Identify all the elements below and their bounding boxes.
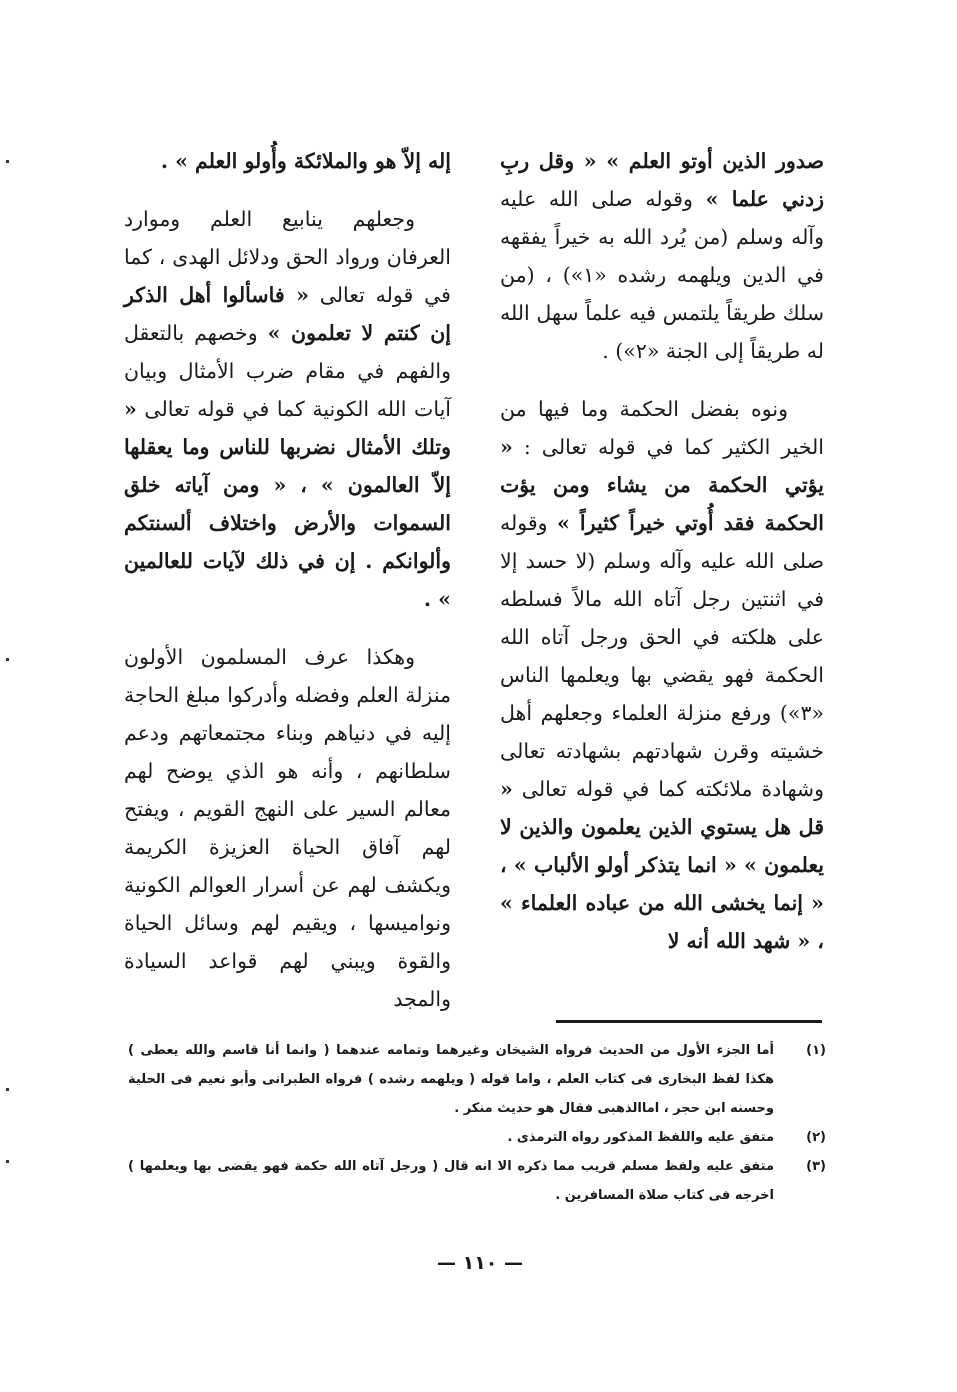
body-text: وقوله صلى الله عليه وآله وسلم (لا حسد إلا في اثنتين رجل آتاه الله مالاً فسلطه على هلكته في الحق ورجل آتاه الله الحكمة فهو يقضي بها ويعلمها الناس «٣») ورفع منزلة العلماء وجعلهم أهل خشيته وقرن شهادتهم بشهادته تعالى وشهادة ملائكته كما في قوله تعالى <box>500 511 824 801</box>
body-text: ونوه بفضل الحكمة وما فيها من الخير الكثير كما في قوله تعالى : <box>500 397 824 459</box>
footnote-number: (٣) <box>806 1159 826 1174</box>
scan-edge-mark <box>6 1160 9 1163</box>
right-text-column <box>500 142 824 960</box>
scan-edge-mark <box>6 1088 9 1091</box>
page-number: — ١١٠ — <box>436 1252 524 1274</box>
body-text: وجعلهم ينابيع العلم وموارد العرفان ورواد الحق ودلائل الهدى ، كما في قوله تعالى <box>124 207 451 307</box>
body-paragraph <box>124 142 451 180</box>
quran-quote: إله إلاّ هو والملائكة وأُولو العلم » . <box>160 149 451 173</box>
footnote-number: (١) <box>806 1043 826 1058</box>
body-paragraph <box>124 200 451 618</box>
body-text: وقوله صلى الله عليه وآله وسلم (من يُرد الله به خيراً يفقهه في الدين ويلهمه رشده «١») ، (من سلك طريقاً يلتمس فيه علماً سهل الله له طريقاً إلى الجنة «٢») . <box>500 187 824 363</box>
footnote-separator <box>556 1020 822 1023</box>
footnote-number: (٢) <box>806 1130 826 1145</box>
footnote-1 <box>128 1036 826 1123</box>
quran-quote: « يؤتي الحكمة من يشاء ومن يؤت الحكمة فقد أُوتي خيراً كثيراً » <box>500 435 825 535</box>
footnote-2 <box>128 1123 826 1152</box>
body-paragraph <box>500 390 824 960</box>
body-text: وهكذا عرف المسلمون الأولون منزلة العلم وفضله وأدركوا مبلغ الحاجة إليه في دنياهم وبناء مجتمعاتهم ودعم سلطانهم ، وأنه هو الذي يوضح لهم معالم السير على النهج القويم ، ويفتح لهم آفاق الحياة العزيزة الكريمة ويكشف لهم عن أسرار العوالم الكونية ونواميسها ، ويقيم لهم وسائل الحياة والقوة ويبني لهم قواعد السيادة والمجد <box>124 645 451 1011</box>
body-paragraph <box>124 638 451 1018</box>
scan-edge-mark <box>6 160 9 163</box>
body-paragraph <box>500 142 824 370</box>
body-text: وخصهم بالتعقل والفهم في مقام ضرب الأمثال وبيان آيات الله الكونية كما في قوله تعالى <box>124 321 451 421</box>
footnote-3 <box>128 1152 826 1210</box>
quran-quote: صدور الذين أوتو العلم » « وقل ربِ زدني علما » <box>500 149 824 211</box>
footnotes <box>128 1036 826 1210</box>
quran-quote: « وتلك الأمثال نضربها للناس وما يعقلها إلاّ العالمون » ، « ومن آياته خلق السموات والأرض واختلاف ألسنتكم وألوانكم . إن في ذلك لآيات للعالمين » . <box>124 397 451 611</box>
footnote-text: متفق عليه واللفظ المذكور رواه الترمذى . <box>507 1130 774 1145</box>
quran-quote: « قل هل يستوي الذين يعلمون والذين لا يعلمون » « انما يتذكر أولو الألباب » ، « إنما يخشى الله من عباده العلماء » ، « شهد الله أنه لا <box>500 777 824 953</box>
quran-quote: « فاسألوا أهل الذكر إن كنتم لا تعلمون » <box>124 283 451 345</box>
footnote-text: متفق عليه ولفظ مسلم قريب مما ذكره الا انه قال ( ورجل آتاه الله حكمة فهو يقضى بها ويعلمها ) اخرجه فى كتاب صلاة المسافرين . <box>128 1159 774 1203</box>
footnote-text: أما الجزء الأول من الحديث فرواه الشيخان وغيرهما وتمامه عندهما ( وانما أنا قاسم والله يعطى ) هكذا لفظ البخارى فى كتاب العلم ، واما قوله ( ويلهمه رشده ) فرواه الطبرانى وأبو نعيم فى الحلية وحسنه ابن حجر ، اماالذهبى فقال هو حديث منكر . <box>128 1043 774 1116</box>
scan-edge-mark <box>6 658 9 661</box>
left-text-column <box>124 142 451 1018</box>
